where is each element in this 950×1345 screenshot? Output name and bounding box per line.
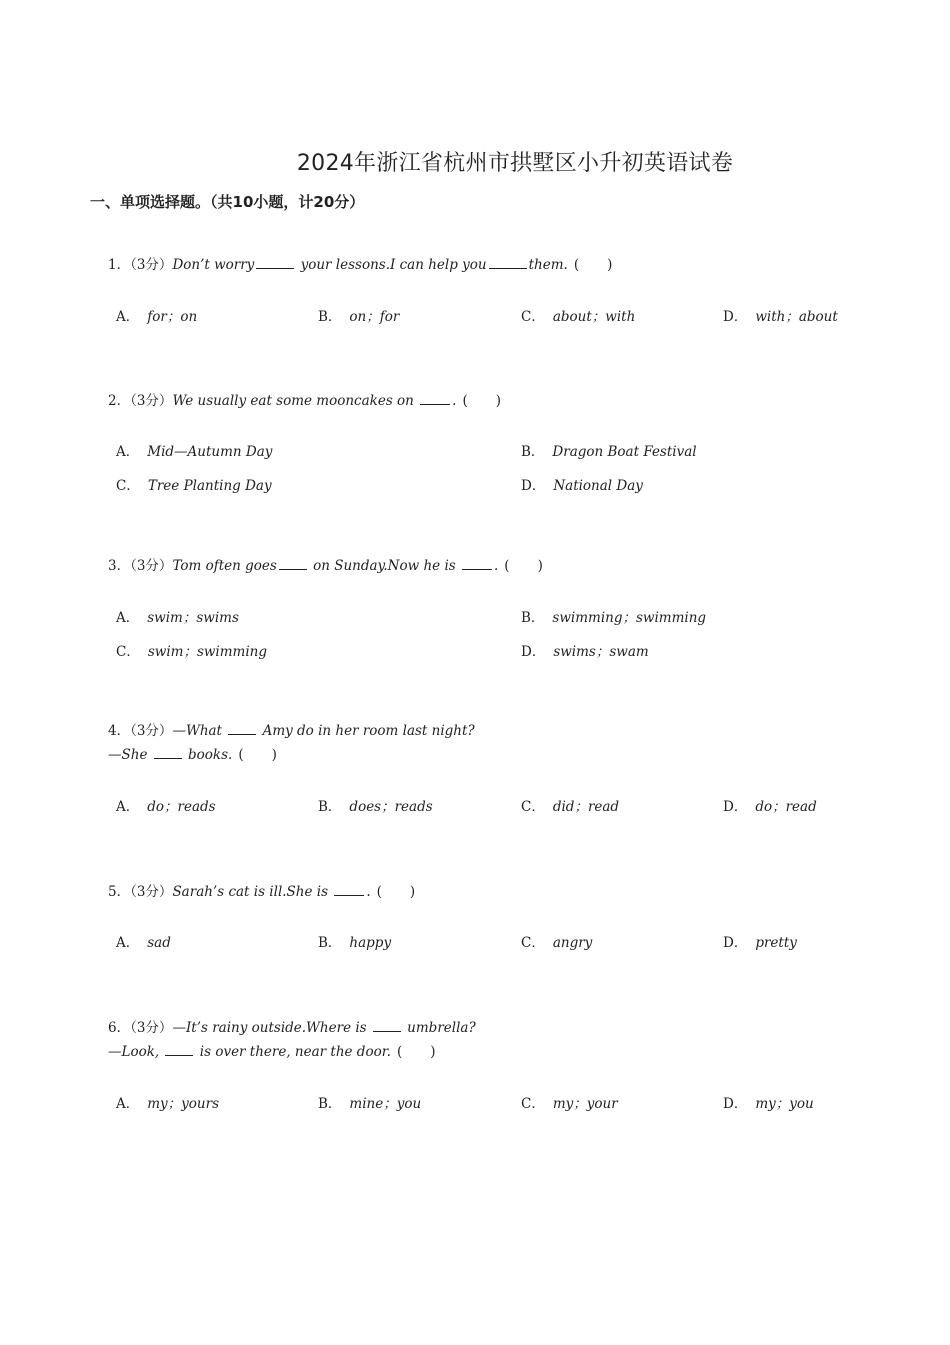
question-text: We usually eat some mooncakes on: [172, 393, 419, 409]
question-5-option-a: [116, 931, 171, 951]
option-text: swim；swimming: [147, 644, 268, 660]
question-text: .: [452, 393, 457, 409]
question-3-option-b: [521, 606, 706, 626]
question-2-stem-line-1: [108, 389, 501, 413]
option-letter: D．: [723, 309, 748, 325]
question-6-option-d: [723, 1092, 814, 1112]
question-6-option-c: [521, 1092, 618, 1112]
question-2-option-d: [521, 474, 643, 494]
option-text: angry: [552, 935, 593, 951]
question-text: is over there, near the door.: [195, 1044, 391, 1060]
option-letter: C．: [521, 935, 545, 951]
question-2-option-a: [116, 440, 272, 460]
option-text: swim；swims: [147, 610, 239, 626]
question-text: —Look,: [108, 1044, 164, 1060]
option-letter: C．: [521, 1096, 545, 1112]
option-letter: B．: [521, 610, 545, 626]
question-text: —What: [172, 723, 227, 739]
question-text: .: [494, 558, 499, 574]
option-letter: D．: [723, 1096, 748, 1112]
option-text: pretty: [755, 935, 797, 951]
question-text: on Sunday.Now he is: [308, 558, 460, 574]
question-1-option-a: [116, 305, 197, 325]
answer-blank: [256, 254, 294, 269]
question-4-option-a: [116, 795, 216, 815]
question-1-option-c: [521, 305, 635, 325]
option-text: Tree Planting Day: [147, 478, 272, 494]
answer-parentheses: ( ): [504, 558, 543, 574]
option-letter: A．: [116, 935, 140, 951]
option-text: National Day: [553, 478, 643, 494]
answer-blank: [489, 254, 527, 269]
question-3-option-d: [521, 640, 649, 660]
question-text: .: [366, 884, 371, 900]
question-text: books.: [183, 747, 233, 763]
option-text: my；your: [552, 1096, 618, 1112]
option-letter: A．: [116, 610, 140, 626]
question-number: 3．: [108, 558, 131, 574]
option-text: do；reads: [147, 799, 216, 815]
question-1-option-d: [723, 305, 838, 325]
option-text: swims；swam: [553, 644, 649, 660]
option-text: about；with: [552, 309, 636, 325]
option-text: sad: [147, 935, 171, 951]
option-letter: D．: [521, 478, 546, 494]
question-5-stem-line-1: [108, 880, 415, 904]
question-4-option-d: [723, 795, 817, 815]
answer-parentheses: ( ): [462, 393, 502, 409]
question-text: Sarah’s cat is ill.She is: [172, 884, 333, 900]
option-text: for；on: [147, 309, 198, 325]
option-letter: D．: [723, 935, 748, 951]
option-text: happy: [349, 935, 392, 951]
option-text: swimming；swimming: [552, 610, 707, 626]
question-1-stem-line-1: [108, 253, 612, 277]
question-score: （3分）: [130, 393, 173, 409]
question-6-option-b: [318, 1092, 421, 1112]
question-text: your lessons.I can help you: [296, 257, 487, 273]
question-text: —She: [108, 747, 152, 763]
question-text: —It’s rainy outside.Where is: [172, 1020, 371, 1036]
option-text: my；yours: [147, 1096, 220, 1112]
question-1-option-b: [318, 305, 399, 325]
answer-parentheses: ( ): [238, 747, 277, 763]
option-text: my；you: [755, 1096, 814, 1112]
option-text: mine；you: [349, 1096, 422, 1112]
option-letter: D．: [521, 644, 546, 660]
question-number: 2．: [108, 393, 131, 409]
question-number: 1．: [108, 257, 131, 273]
question-4-stem-line-2: [108, 743, 277, 767]
answer-blank: [228, 720, 256, 735]
option-text: does；reads: [349, 799, 433, 815]
question-score: （3分）: [130, 558, 173, 574]
option-text: with；about: [755, 309, 838, 325]
answer-blank: [279, 555, 307, 570]
question-2-option-b: [521, 440, 697, 460]
option-text: on；for: [349, 309, 400, 325]
question-2-option-c: [116, 474, 272, 494]
option-letter: A．: [116, 309, 140, 325]
option-letter: D．: [723, 799, 748, 815]
option-letter: B．: [318, 309, 342, 325]
question-number: 5．: [108, 884, 131, 900]
option-letter: A．: [116, 1096, 140, 1112]
option-letter: C．: [521, 309, 545, 325]
option-letter: B．: [318, 1096, 342, 1112]
exam-title: 2024年浙江省杭州市拱墅区小升初英语试卷: [296, 151, 734, 176]
question-text: Don’t worry: [172, 257, 255, 273]
question-4-option-c: [521, 795, 619, 815]
question-5-option-d: [723, 931, 797, 951]
question-6-stem-line-2: [108, 1040, 436, 1064]
option-letter: C．: [116, 644, 140, 660]
question-4-option-b: [318, 795, 433, 815]
option-letter: A．: [116, 799, 140, 815]
question-3-stem-line-1: [108, 554, 543, 578]
option-letter: B．: [318, 935, 342, 951]
question-6-stem-line-1: [108, 1016, 476, 1040]
option-text: do；read: [755, 799, 817, 815]
answer-blank: [462, 555, 492, 570]
question-text: them.: [528, 257, 568, 273]
option-letter: B．: [521, 444, 545, 460]
option-letter: A．: [116, 444, 140, 460]
question-6-option-a: [116, 1092, 219, 1112]
question-score: （3分）: [130, 723, 173, 739]
question-3-option-a: [116, 606, 239, 626]
answer-blank: [334, 881, 364, 896]
answer-parentheses: ( ): [376, 884, 416, 900]
question-4-stem-line-1: [108, 719, 475, 743]
question-text: Tom often goes: [172, 558, 277, 574]
answer-blank: [154, 744, 182, 759]
answer-parentheses: ( ): [573, 257, 613, 273]
option-letter: C．: [521, 799, 545, 815]
question-3-option-c: [116, 640, 267, 660]
option-text: Mid—Autumn Day: [147, 444, 273, 460]
question-score: （3分）: [130, 257, 173, 273]
question-score: （3分）: [130, 884, 173, 900]
section-heading: 一、单项选择题。（共10小题，计20分）: [90, 193, 365, 211]
option-letter: C．: [116, 478, 140, 494]
question-text: umbrella?: [402, 1020, 476, 1036]
question-number: 4．: [108, 723, 131, 739]
question-number: 6．: [108, 1020, 131, 1036]
answer-blank: [420, 390, 450, 405]
answer-blank: [373, 1017, 401, 1032]
question-5-option-c: [521, 931, 592, 951]
question-score: （3分）: [130, 1020, 173, 1036]
question-5-option-b: [318, 931, 391, 951]
option-letter: B．: [318, 799, 342, 815]
option-text: did；read: [552, 799, 620, 815]
option-text: Dragon Boat Festival: [552, 444, 697, 460]
answer-parentheses: ( ): [396, 1044, 436, 1060]
answer-blank: [165, 1041, 193, 1056]
question-text: Amy do in her room last night?: [258, 723, 475, 739]
